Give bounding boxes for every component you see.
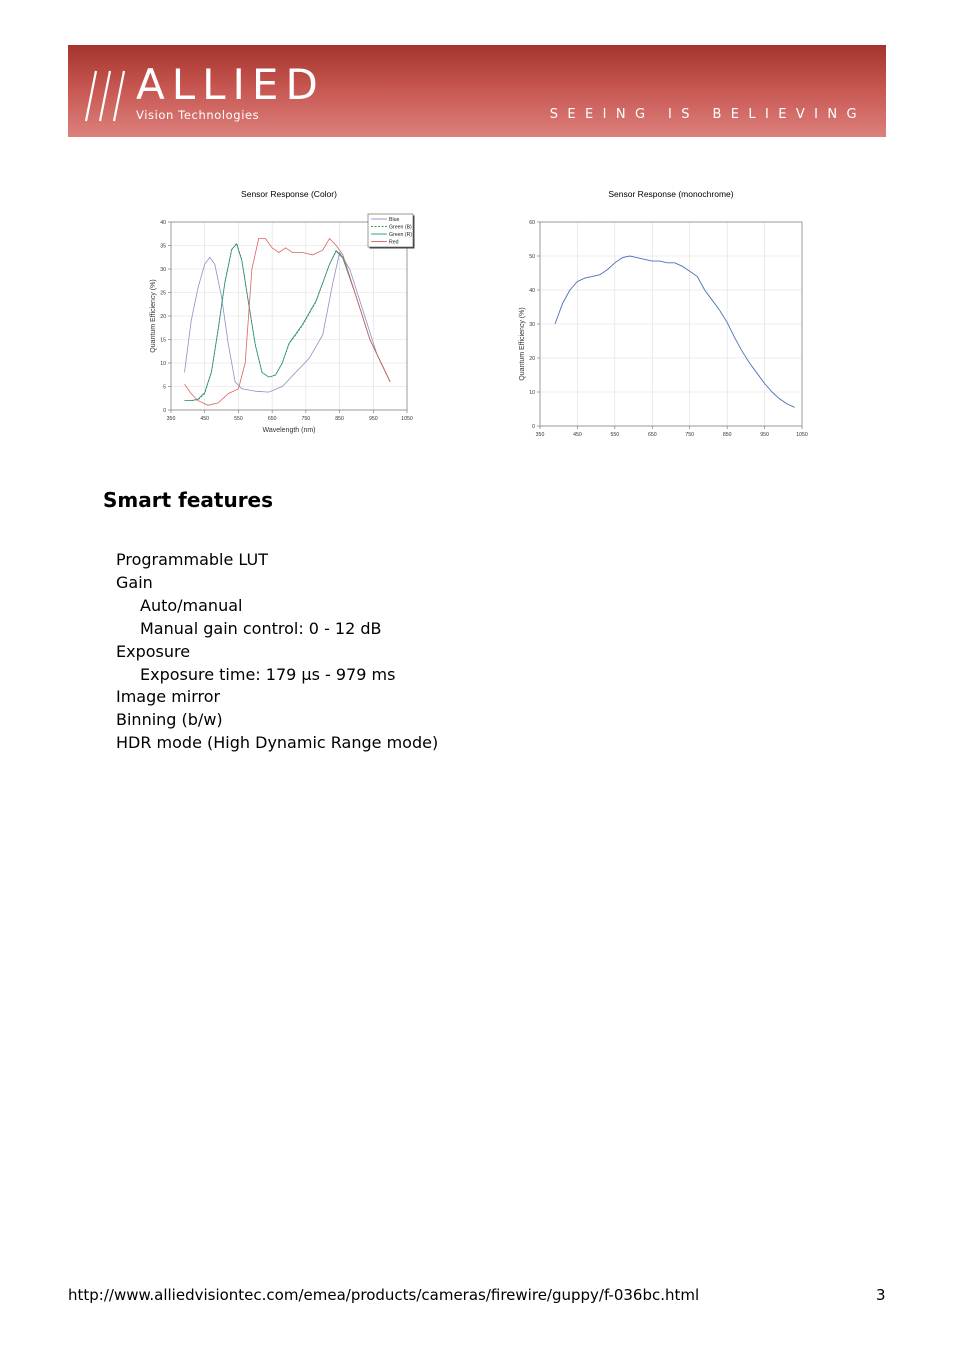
tick-label-x: 1050 bbox=[401, 416, 413, 422]
tick-label-y: 15 bbox=[160, 337, 166, 344]
feature-item: Binning (b/w) bbox=[116, 710, 223, 730]
tick-label-x: 350 bbox=[166, 416, 176, 422]
section-title: Smart features bbox=[103, 488, 274, 512]
tick-label-y: 30 bbox=[529, 322, 535, 328]
tick-label-y: 20 bbox=[160, 314, 166, 320]
sensor-response-mono-chart bbox=[510, 184, 810, 439]
tick-label-x: 850 bbox=[722, 432, 732, 438]
feature-subitem: Auto/manual bbox=[140, 595, 243, 615]
tick-label-y: 0 bbox=[163, 408, 166, 414]
chart-title: Sensor Response (Color) bbox=[241, 189, 337, 199]
tick-label-y: 25 bbox=[160, 290, 166, 297]
tick-label-x: 950 bbox=[368, 416, 378, 422]
tick-label-x: 350 bbox=[535, 432, 545, 438]
tick-label-x: 450 bbox=[200, 416, 210, 422]
x-axis-label: Wavelength (nm) bbox=[262, 427, 316, 434]
tick-label-x: 550 bbox=[610, 432, 620, 438]
tick-label-y: 40 bbox=[160, 220, 166, 226]
tick-label-y: 30 bbox=[160, 267, 166, 273]
tick-label-y: 20 bbox=[529, 356, 535, 362]
sensor-response-color-chart bbox=[145, 184, 420, 439]
tick-label-y: 50 bbox=[529, 254, 535, 260]
tick-label-y: 0 bbox=[532, 424, 535, 430]
legend-label: Green (R) bbox=[389, 232, 413, 238]
tick-label-x: 550 bbox=[234, 416, 243, 422]
logo-wordmark: ALLIED bbox=[136, 60, 325, 109]
logo-subtitle: Vision Technologies bbox=[136, 108, 260, 122]
y-axis-label: Quantum Efficiency (%) bbox=[519, 307, 526, 381]
feature-item: Exposure bbox=[116, 641, 191, 661]
tick-label-x: 650 bbox=[647, 432, 657, 438]
page-number: 3 bbox=[876, 1286, 886, 1304]
feature-item: Image mirror bbox=[116, 687, 221, 707]
y-axis-label: Quantum Efficiency (%) bbox=[150, 279, 157, 353]
mono-chart-svg bbox=[510, 184, 810, 439]
tick-label-y: 40 bbox=[529, 288, 535, 294]
tick-label-y: 35 bbox=[160, 243, 166, 250]
tick-label-x: 650 bbox=[267, 416, 277, 422]
tick-label-y: 10 bbox=[529, 390, 535, 396]
feature-subitem: Exposure time: 179 µs - 979 ms bbox=[140, 664, 396, 684]
features-list bbox=[116, 549, 438, 755]
tick-label-y: 60 bbox=[529, 220, 535, 226]
legend-label: Blue bbox=[389, 217, 400, 223]
feature-item: Gain bbox=[116, 572, 153, 592]
tick-label-x: 450 bbox=[573, 432, 582, 438]
feature-item: HDR mode (High Dynamic Range mode) bbox=[116, 733, 439, 753]
tagline: SEEING IS BELIEVING bbox=[549, 107, 866, 122]
legend-label: Green (B) bbox=[389, 224, 412, 231]
tick-label-x: 850 bbox=[335, 416, 344, 422]
tick-label-x: 950 bbox=[760, 432, 769, 438]
feature-subitem: Manual gain control: 0 - 12 dB bbox=[140, 618, 382, 638]
logo-slashes-icon bbox=[84, 67, 136, 123]
header-banner bbox=[68, 45, 886, 137]
tick-label-x: 750 bbox=[685, 432, 695, 438]
tick-label-y: 5 bbox=[163, 384, 166, 391]
feature-item: Programmable LUT bbox=[116, 550, 269, 569]
tick-label-x: 1050 bbox=[796, 432, 808, 438]
legend-label: Red bbox=[389, 239, 399, 246]
tick-label-y: 10 bbox=[160, 361, 166, 367]
tick-label-x: 750 bbox=[301, 416, 311, 422]
chart-title: Sensor Response (monochrome) bbox=[608, 189, 734, 199]
footer-url-link[interactable]: http://www.alliedvisiontec.com/emea/products/cameras/firewire/guppy/f-036bc.html bbox=[68, 1286, 700, 1304]
color-chart-svg bbox=[145, 184, 420, 439]
